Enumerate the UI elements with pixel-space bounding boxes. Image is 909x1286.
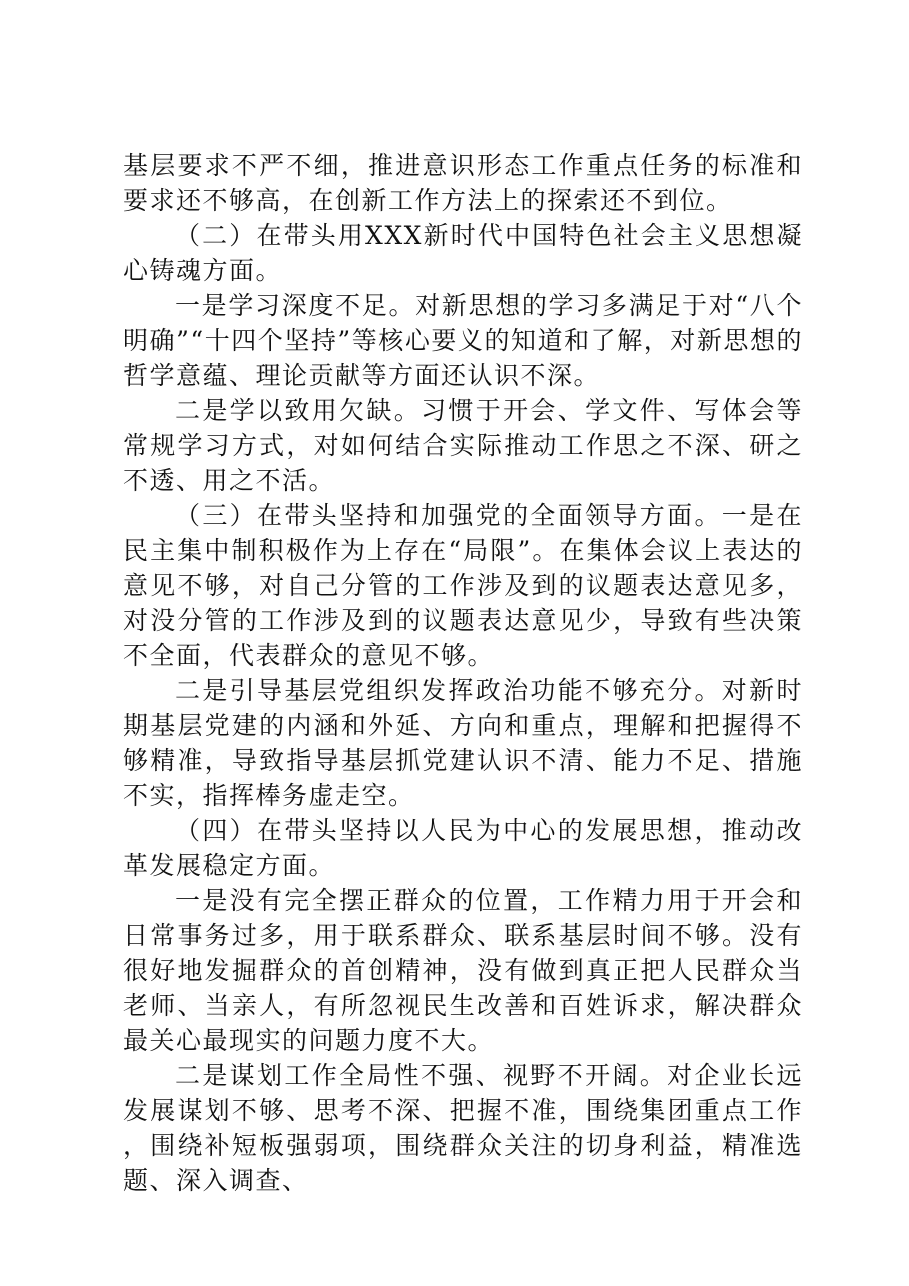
- paragraph-3: 一是学习深度不足。对新思想的学习多满足于对“八个明确”“十四个坚持”等核心要义的知道和了解，对新思想的哲学意蕴、理论贡献等方面还认识不深。: [123, 291, 803, 390]
- document-body: [123, 148, 803, 1198]
- paragraph-9: 二是谋划工作全局性不强、视野不开阔。对企业长远发展谋划不够、思考不深、把握不准，围绕集团重点工作，围绕补短板强弱项，围绕群众关注的切身利益，精准选题、深入调查、: [123, 1061, 803, 1195]
- paragraph-8: 一是没有完全摆正群众的位置，工作精力用于开会和日常事务过多，用于联系群众、联系基层时间不够。没有很好地发掘群众的首创精神，没有做到真正把人民群众当老师、当亲人，有所忽视民生改善和百姓诉求，解决群众最关心最现实的问题力度不大。: [123, 886, 803, 1055]
- section-heading-4: （四）在带头坚持以人民为中心的发展思想，推动改革发展稳定方面。: [123, 816, 803, 880]
- section-heading-3: （三）在带头坚持和加强党的全面领导方面。一是在民主集中制积极作为上存在“局限”。在集体会议上表达的意见不够，对自己分管的工作涉及到的议题表达意见多，对没分管的工作涉及到的议题表达意见少，导致有些决策不全面，代表群众的意见不够。: [123, 501, 803, 670]
- paragraph-4: 二是学以致用欠缺。习惯于开会、学文件、写体会等常规学习方式，对如何结合实际推动工作思之不深、研之不透、用之不活。: [123, 396, 803, 495]
- section-heading-2: （二）在带头用XXX新时代中国特色社会主义思想凝心铸魂方面。: [123, 221, 803, 285]
- paragraph-6: 二是引导基层党组织发挥政治功能不够充分。对新时期基层党建的内涵和外延、方向和重点，理解和把握得不够精准，导致指导基层抓党建认识不清、能力不足、措施不实，指挥棒务虚走空。: [123, 676, 803, 810]
- paragraph-1: 基层要求不严不细，推进意识形态工作重点任务的标准和要求还不够高，在创新工作方法上的探索还不到位。: [123, 151, 803, 215]
